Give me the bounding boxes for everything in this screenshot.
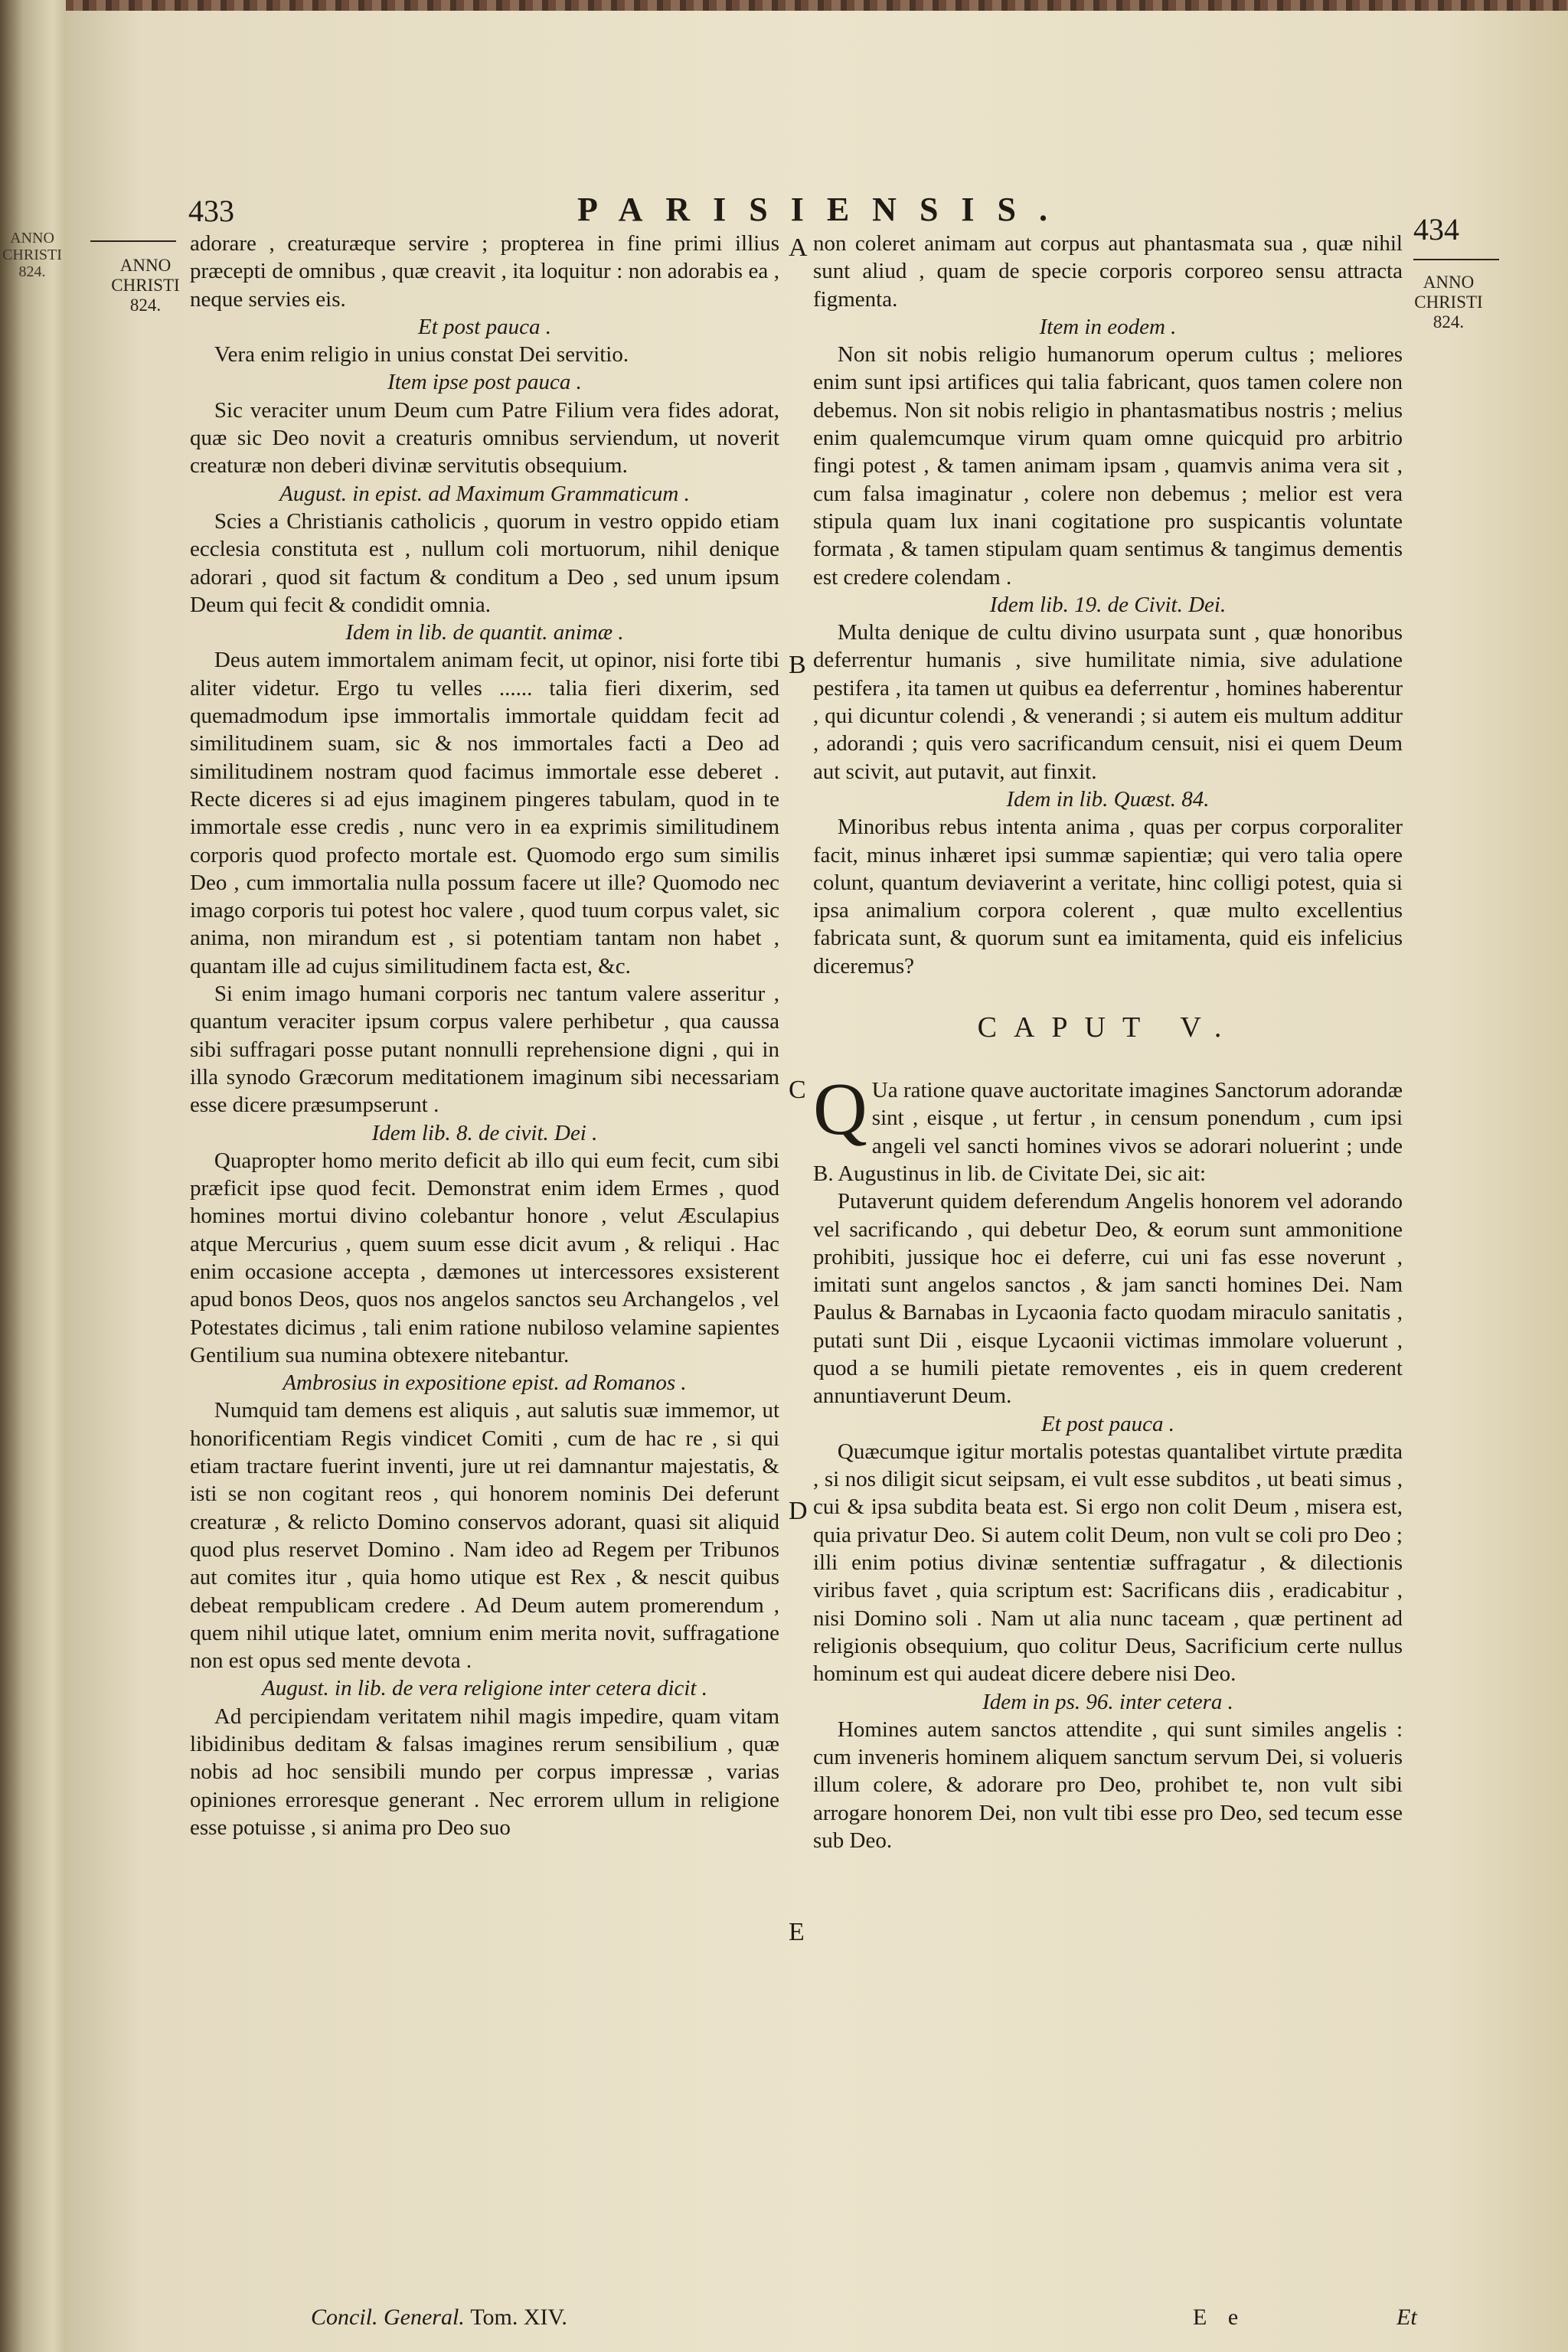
running-title: PARISIENSIS. xyxy=(577,191,1071,228)
chapter-heading: CAPUT V. xyxy=(977,1011,1239,1044)
book-binding-strip xyxy=(66,0,1568,11)
paragraph: Sic veraciter unum Deum cum Patre Filium vera fides adorat, quæ sic Deo novit a creaturis omnibus serviendum, ut noverit creaturæ non deberi divinæ servitutis obsequium. xyxy=(190,397,779,479)
paragraph: Vera enim religio in unius constat Dei servitio. xyxy=(214,342,629,368)
volume-reference-tome: Tom. XIV. xyxy=(470,2305,567,2330)
right-margin-note: ANNO CHRISTI 824. xyxy=(1414,273,1483,332)
citation-heading: Ambrosius in expositione epist. ad Romanos . xyxy=(283,1370,687,1396)
paragraph: Scies a Christianis catholicis , quorum in vestro oppido etiam ecclesia constituta est , nullum coli mortuorum, nihil denique adorari , quod sit factum & conditum a Deo , sed unum ipsum Deum qui fecit & condidit omnia. xyxy=(190,508,779,617)
section-marker-a: A xyxy=(789,234,808,262)
paragraph: Numquid tam demens est aliquis , aut salutis suæ immemor, ut honorificentiam Regis vindicet Comiti , cum de hac re , si qui etiam tractare fuerint inventi, jure ut rei damnantur majestatis, & isti se non cogitant reos , qui honorem nominis Dei deferunt creaturæ , & relicto Domino conservos adorant, quasi sit aliquid quod plus reservet Domino . Nam ideo ad Regem per Tribunos aut comites itur , quia homo utique est Rex , & nescit quibus debeat rempublicam credere . Ad Deum autem promerendum , quem nihil utique latet, omnium enim merita novit, suffragatione non est opus sed mente devota . xyxy=(190,1398,779,1674)
citation-heading: Idem in ps. 96. inter cetera . xyxy=(982,1689,1233,1714)
citation-heading: Idem lib. 19. de Civit. Dei. xyxy=(989,592,1227,617)
left-page-number: 433 xyxy=(188,194,234,228)
paragraph: adorare , creaturæque servire ; propterea in fine primi illius præcepti de omnibus , quæ creavit , ita loquitur : non adorabis ea , neque servies eis. xyxy=(190,231,779,312)
paragraph: Quapropter homo merito deficit ab illo qui eum fecit, cum sibi præficit ipse quod fecit. Demonstrat enim idem Ermes , quod homines mortui divino colebantur honore , velut Æsculapius atque Mercurius , quem suum esse dicit avum , & reliqui . Hac enim occasione accepta , dæmones ut intercessores exsisterent apud bonos Deos, quos nos angelos sanctos seu Archangelos , vel Potestates dicimus , tali enim ratione nubiloso velamine sapientes Gentilium sua numina obtexere nitebantur. xyxy=(190,1148,779,1367)
citation-heading: Idem lib. 8. de civit. Dei . xyxy=(371,1120,598,1145)
section-marker-b: B xyxy=(789,651,806,679)
paragraph: Putaverunt quidem deferendum Angelis honorem vel adorando vel sacrificando , qui debetur Deo, & eorum sunt ammonitione prohibiti, jussique hoc ei deferre, cui uni fas esse noverunt , imitati sunt angelos sanctos , & jam sancti homines Dei. Nam Paulus & Barnabas in Lycaonia facto quodam miraculo sanitatis , putati sunt Dii , eisque Lycaonii victimas immolare voluerunt , quod a se humili pietate removentes , eis in quem crederent annuntiaverunt Deum. xyxy=(813,1189,1403,1409)
citation-heading: Et post pauca . xyxy=(418,314,551,339)
chapter-opening-paragraph xyxy=(813,1068,1403,1187)
citation-heading: August. in lib. de vera religione inter cetera dicit . xyxy=(261,1676,708,1701)
right-text-column xyxy=(813,230,1403,1854)
left-margin-rule xyxy=(90,240,176,242)
paragraph: Quæcumque igitur mortalis potestas quantalibet virtute prædita , si nos diligit sicut seipsam, ei vult esse subditos , ut beati simus , cui & ipsa subdita beata est. Si ergo non colit Deum , misera est, quia privatur Deo. Si autem colit Deum, non vult se coli pro Deo ; illi enim potius divinæ sententiæ suffragatur , & dilectionis viribus favet , quia scriptum est: Sacrificans diis , eradicabitur , nisi Domino soli . Nam ut alia nunc taceam , quæ pertinent ad religionis obsequium, quo colitur Deus, Sacrificium certe nullus hominum est qui audeat dicere debere nisi Deo. xyxy=(813,1439,1403,1687)
left-text-column xyxy=(190,230,779,1841)
section-marker-e: E xyxy=(789,1918,805,1946)
paragraph: Ad percipiendam veritatem nihil magis impedire, quam vitam libidinibus deditam & falsas imagines rerum sensibilium , quæ nobis ad hoc sensibili mundo per corpus impressæ , varias opiniones erroresque generant . Nec errorem ullum in religione esse potuisse , si anima pro Deo suo xyxy=(190,1704,779,1840)
citation-heading: Idem in lib. Quæst. 84. xyxy=(1006,786,1210,812)
left-margin-note: ANNO CHRISTI 824. xyxy=(111,256,180,315)
paragraph: Si enim imago humani corporis nec tantum valere asseritur , quantum veraciter ipsum corpus valere perhibetur , qua caussa sibi suffragari posse putant nonnulli reprehensione digni , qui in illa synodo Græcorum meditationem imaginum sibi necessariam esse dicere præsumpserunt . xyxy=(190,982,779,1118)
volume-reference xyxy=(311,2305,567,2331)
book-page xyxy=(66,0,1568,2352)
previous-page-edge xyxy=(0,0,66,2352)
right-page-number: 434 xyxy=(1413,212,1459,247)
volume-reference-title: Concil. General. xyxy=(311,2305,465,2330)
paragraph: Deus autem immortalem animam fecit, ut opinor, nisi forte tibi aliter videtur. Ergo tu velles ...... talia fieri dixerim, sed quemadmodum ipse immortalis immortale quiddam fecit ad similitudinem suam, sic & nos immortales facti a Deo ad similitudinem nostram quod facimus immortale esse deberet . Recte diceres si ad ejus imaginem pingeres tabulam, quod in te immortale esse credis , nunc vero in ea exprimis similitudinem corporis quod profecto mortale est. Quomodo ergo sum similis Deo , cum immortalia nulla possum facere ut ille? Quomodo nec imago corporis tui potest hoc valere , quod tuum corpus valet, sic anima, non mirandum est , si potentiam tantam non habet , quantam ille ad cujus similitudinem facta est, &c. xyxy=(190,648,779,978)
catchword: Et xyxy=(1396,2305,1417,2330)
citation-heading: Et post pauca . xyxy=(1041,1411,1174,1436)
paragraph: Non sit nobis religio humanorum operum cultus ; meliores enim sunt ipsi artifices qui talia fabricant, quos tamen colere non debemus. Non sit nobis religio in phantasmatibus nostris ; melius enim qualemcumque virum quam omne quicquid pro arbitrio fingi potest , & tamen animam ipsam , quamvis anima vera sit , cum falsa imaginatur , colere non debemus ; melior est vera stipula quam lux inani cogitatione pro suspicantis voluntate formata , & tamen stipulam quam sentimus & tangimus dementis est credere colendam . xyxy=(813,342,1403,590)
paragraph: non coleret animam aut corpus aut phantasmata sua , quæ nihil sunt aliud , quam de specie corporis corporeo sensu attracta figmenta. xyxy=(813,231,1403,312)
drop-cap-letter: Q xyxy=(813,1068,867,1152)
paragraph-text: Ua ratione quave auctoritate imagines Sanctorum adorandæ sint , eisque , ut fertur , in censum ponendum , cum ipsi angeli vel sancti homines vivos se adorari noluerint ; unde B. Augustinus in lib. de Civitate Dei, sic ait: xyxy=(813,1078,1403,1186)
paragraph: Minoribus rebus intenta anima , quas per corpus corporaliter facit, minus inhæret ipsi summæ sapientiæ; qui vero talia opere colunt, quantum deviaverint a veritate, hinc colligi potest, quia si ipsa animalium corpora colerent , quæ multo excellentius fabricata sunt, & quorum sunt ea imitamenta, quid eis infelicius diceremus? xyxy=(813,815,1403,978)
section-marker-c: C xyxy=(789,1076,806,1104)
previous-page-margin-note: ANNO CHRISTI 824. xyxy=(2,230,62,280)
paragraph: Multa denique de cultu divino usurpata sunt , quæ honoribus deferrentur humanis , sive humilitate nimia, sive adulatione pestifera , ita tamen ut quibus ea deferrentur , homines haberentur , qui dicuntur colendi , & venerandi ; si autem eis multum additur , adorandi ; quis vero sacrificandum censuit, nisi ei quem Deum aut scivit, aut putavit, aut finxit. xyxy=(813,620,1403,784)
right-margin-rule xyxy=(1413,259,1499,260)
citation-heading: Item in eodem . xyxy=(1039,314,1177,339)
paragraph: Homines autem sanctos attendite , qui sunt similes angelis : cum inveneris hominem aliquem sanctum servum Dei, si volueris illum colere, & adorare pro Deo, prohibet te, non vult sibi arrogare honorem Dei, non vult tibi esse pro Deo, sed tecum esse sub Deo. xyxy=(813,1717,1403,1854)
citation-heading: August. in epist. ad Maximum Grammaticum . xyxy=(279,481,690,506)
citation-heading: Item ipse post pauca . xyxy=(387,370,582,395)
section-marker-d: D xyxy=(789,1497,808,1525)
citation-heading: Idem in lib. de quantit. animæ . xyxy=(345,620,624,645)
signature-mark: E e xyxy=(1193,2305,1246,2330)
